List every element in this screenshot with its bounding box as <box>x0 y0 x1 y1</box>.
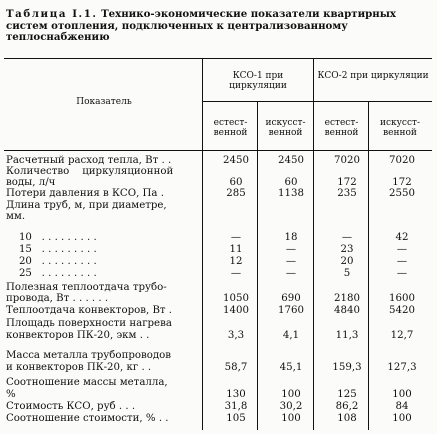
cell-kso1-artificial: 4,1 <box>282 330 300 341</box>
cell-kso2-artificial: 1600 <box>389 293 415 304</box>
cell-kso1-natural: 1400 <box>223 305 249 316</box>
cell-kso1-artificial: — <box>285 256 297 267</box>
cell-kso2-artificial: 2550 <box>389 188 415 199</box>
cell-kso1-artificial: 690 <box>281 293 301 304</box>
cell-kso1-artificial: 100 <box>281 413 301 424</box>
table-title: Технико-экономические показатели квартирных систем отопления, подключенных к централизованному теплоснабжению <box>6 8 397 43</box>
row-label: 15 . . . . . . . . . <box>6 244 97 255</box>
cell-kso1-artificial: 100 <box>281 389 301 400</box>
cell-kso2-artificial: 172 <box>392 177 412 188</box>
header-artificial: искусст-венной <box>265 118 306 138</box>
header-natural: естест-венной <box>324 118 359 138</box>
header-kso1: КСО-1 при циркуляции <box>229 71 287 91</box>
table-caption <box>6 9 431 44</box>
row-label: конвекторов ПК-20, экм . . <box>6 330 150 341</box>
cell-kso2-natural: 86,2 <box>335 401 359 412</box>
cell-kso2-artificial: — <box>396 268 408 279</box>
cell-kso1-artificial: 60 <box>284 177 298 188</box>
row-label: Расчетный расход тепла, Вт . . <box>6 155 172 166</box>
cell-kso1-artificial: — <box>285 268 297 279</box>
row-label: Полезная теплоотдача трубо- <box>6 282 167 293</box>
row-label: Площадь поверхности нагрева <box>6 318 172 329</box>
cell-kso1-natural: 285 <box>226 188 246 199</box>
cell-kso1-natural: 105 <box>226 413 246 424</box>
cell-kso2-natural: 159,3 <box>332 362 362 373</box>
row-label: провода, Вт . . . . . . <box>6 293 109 304</box>
cell-kso2-natural: 23 <box>340 244 354 255</box>
cell-kso2-artificial: — <box>396 256 408 267</box>
header-natural: естест-венной <box>213 118 248 138</box>
row-label: мм. <box>6 211 26 222</box>
cell-kso1-artificial: — <box>285 244 297 255</box>
cell-kso2-natural: 5 <box>343 268 351 279</box>
row-label: Стоимость КСО, руб . . . <box>6 401 136 412</box>
cell-kso2-natural: 172 <box>337 177 357 188</box>
cell-kso1-artificial: 45,1 <box>279 362 303 373</box>
cell-kso2-natural: 4840 <box>334 305 360 316</box>
cell-kso2-natural: — <box>341 232 353 243</box>
cell-kso1-natural: 130 <box>226 389 246 400</box>
row-label: Количество циркуляционной <box>6 166 174 177</box>
row-label: Теплоотдача конвекторов, Вт . <box>6 305 173 316</box>
cell-kso1-natural: — <box>230 268 242 279</box>
cell-kso2-natural: 125 <box>337 389 357 400</box>
cell-kso1-natural: 60 <box>229 177 243 188</box>
row-label: 20 . . . . . . . . . <box>6 256 97 267</box>
cell-kso1-artificial: 1760 <box>278 305 304 316</box>
cell-kso2-artificial: 84 <box>395 401 409 412</box>
row-label: воды, л/ч <box>6 177 56 188</box>
cell-kso1-natural: 58,7 <box>224 362 248 373</box>
cell-kso2-natural: 2180 <box>334 293 360 304</box>
row-label: Соотношение стоимости, % . . <box>6 413 169 424</box>
cell-kso1-artificial: 1138 <box>278 188 304 199</box>
row-label: и конвекторов ПК-20, кг . . <box>6 362 152 373</box>
cell-kso2-artificial: 42 <box>395 232 409 243</box>
cell-kso2-artificial: 12,7 <box>390 330 414 341</box>
cell-kso1-natural: 31,8 <box>224 401 248 412</box>
cell-kso2-natural: 7020 <box>334 155 360 166</box>
cell-kso1-natural: 11 <box>229 244 243 255</box>
cell-kso2-artificial: 127,3 <box>387 362 417 373</box>
cell-kso2-artificial: 5420 <box>389 305 415 316</box>
cell-kso2-artificial: 100 <box>392 413 412 424</box>
cell-kso1-artificial: 2450 <box>278 155 304 166</box>
header-artificial: искусст-венной <box>379 118 421 138</box>
cell-kso2-artificial: 100 <box>392 389 412 400</box>
cell-kso2-natural: 11,3 <box>335 330 359 341</box>
cell-kso1-natural: 1050 <box>223 293 249 304</box>
header-kso2: КСО-2 при циркуляции <box>317 71 429 81</box>
row-label: 25 . . . . . . . . . <box>6 268 97 279</box>
row-label: Соотношение массы металла, <box>6 377 168 388</box>
cell-kso1-artificial: 30,2 <box>279 401 303 412</box>
cell-kso1-artificial: 18 <box>284 232 298 243</box>
cell-kso1-natural: 3,3 <box>227 330 245 341</box>
row-label: 10 . . . . . . . . . <box>6 232 97 243</box>
cell-kso2-natural: 235 <box>337 188 357 199</box>
table-top-rule <box>4 58 432 59</box>
cell-kso2-artificial: — <box>396 244 408 255</box>
cell-kso1-natural: 2450 <box>223 155 249 166</box>
cell-kso2-artificial: 7020 <box>389 155 415 166</box>
cell-kso1-natural: 12 <box>229 256 243 267</box>
cell-kso2-natural: 108 <box>337 413 357 424</box>
cell-kso2-natural: 20 <box>340 256 354 267</box>
row-label: Масса металла трубопроводов <box>6 350 172 361</box>
header-indicator: Показатель <box>76 97 132 107</box>
cell-kso1-natural: — <box>230 232 242 243</box>
row-label: % <box>6 389 16 400</box>
header-subrule <box>203 101 432 102</box>
row-label: Длина труб, м, при диаметре, <box>6 200 167 211</box>
row-label: Потери давления в КСО, Па . <box>6 188 164 199</box>
table-number: Таблица I.1. <box>6 8 98 20</box>
